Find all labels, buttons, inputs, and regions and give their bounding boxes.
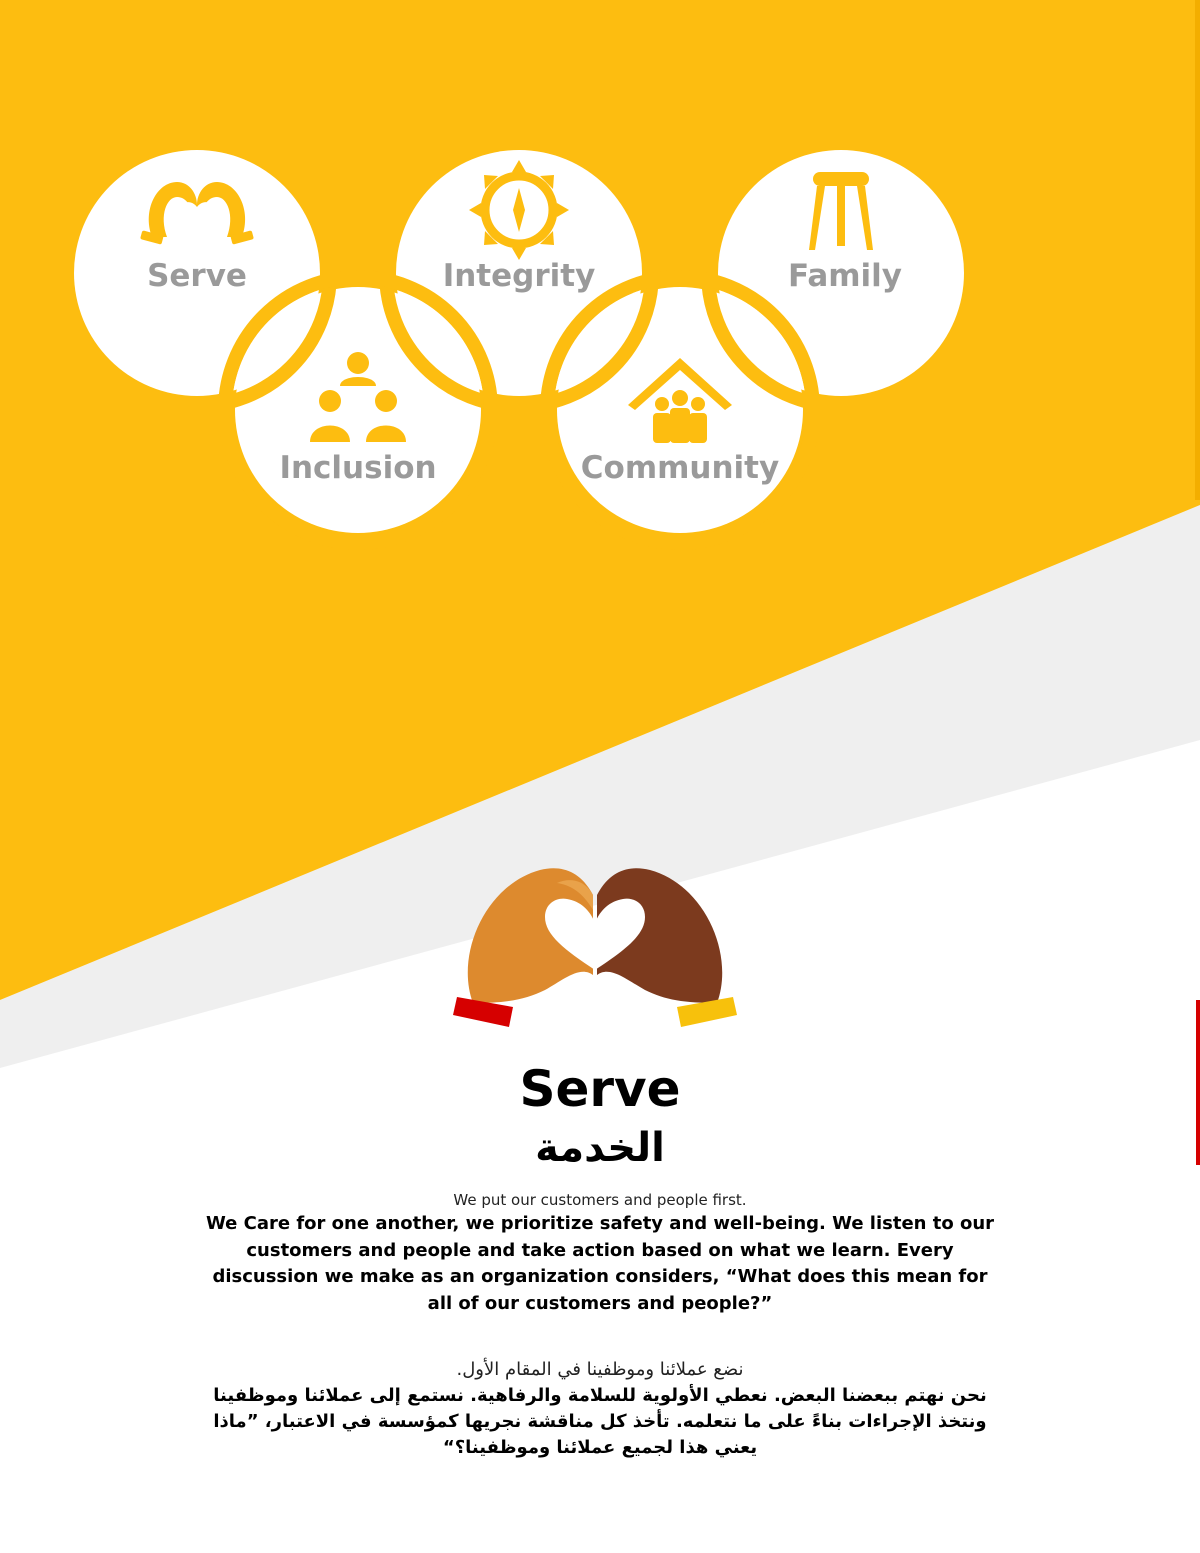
- ring-label-community: Community: [580, 450, 780, 486]
- section-title-en: Serve: [519, 1060, 681, 1118]
- section-title-ar: الخدمة: [535, 1125, 665, 1171]
- ring-label-family: Family: [787, 258, 903, 294]
- body-text-ar: نحن نهتم ببعضنا البعض. نعطي الأولوية للسلامة والرفاهية. نستمع إلى عملائنا وموظفينا ونتخذ الإجراءات بناءً على ما نتعلمه. تأخذ كل مناقشة نجريها كمؤسسة في الاعتبار، ”ماذا يعني هذا لجميع عملائنا وموظفينا؟“: [213, 1385, 987, 1458]
- tagline-ar: نضع عملائنا وموظفينا في المقام الأول.: [456, 1359, 744, 1380]
- body-text-en: We Care for one another, we prioritize safety and well-being. We listen to our customers and people and take action based on what we learn. Every discussion we make as an organization considers, “What does this mean for all of our customers and people?”: [205, 1213, 995, 1314]
- heart-hands-illustration: [445, 855, 745, 1045]
- values-rings-diagram: [0, 0, 1200, 620]
- ring-label-inclusion: Inclusion: [279, 450, 437, 486]
- tagline-en: We put our customers and people first.: [453, 1191, 747, 1209]
- ring-label-serve: Serve: [147, 258, 247, 294]
- ring-label-integrity: Integrity: [442, 258, 596, 294]
- compass-icon: [469, 160, 569, 260]
